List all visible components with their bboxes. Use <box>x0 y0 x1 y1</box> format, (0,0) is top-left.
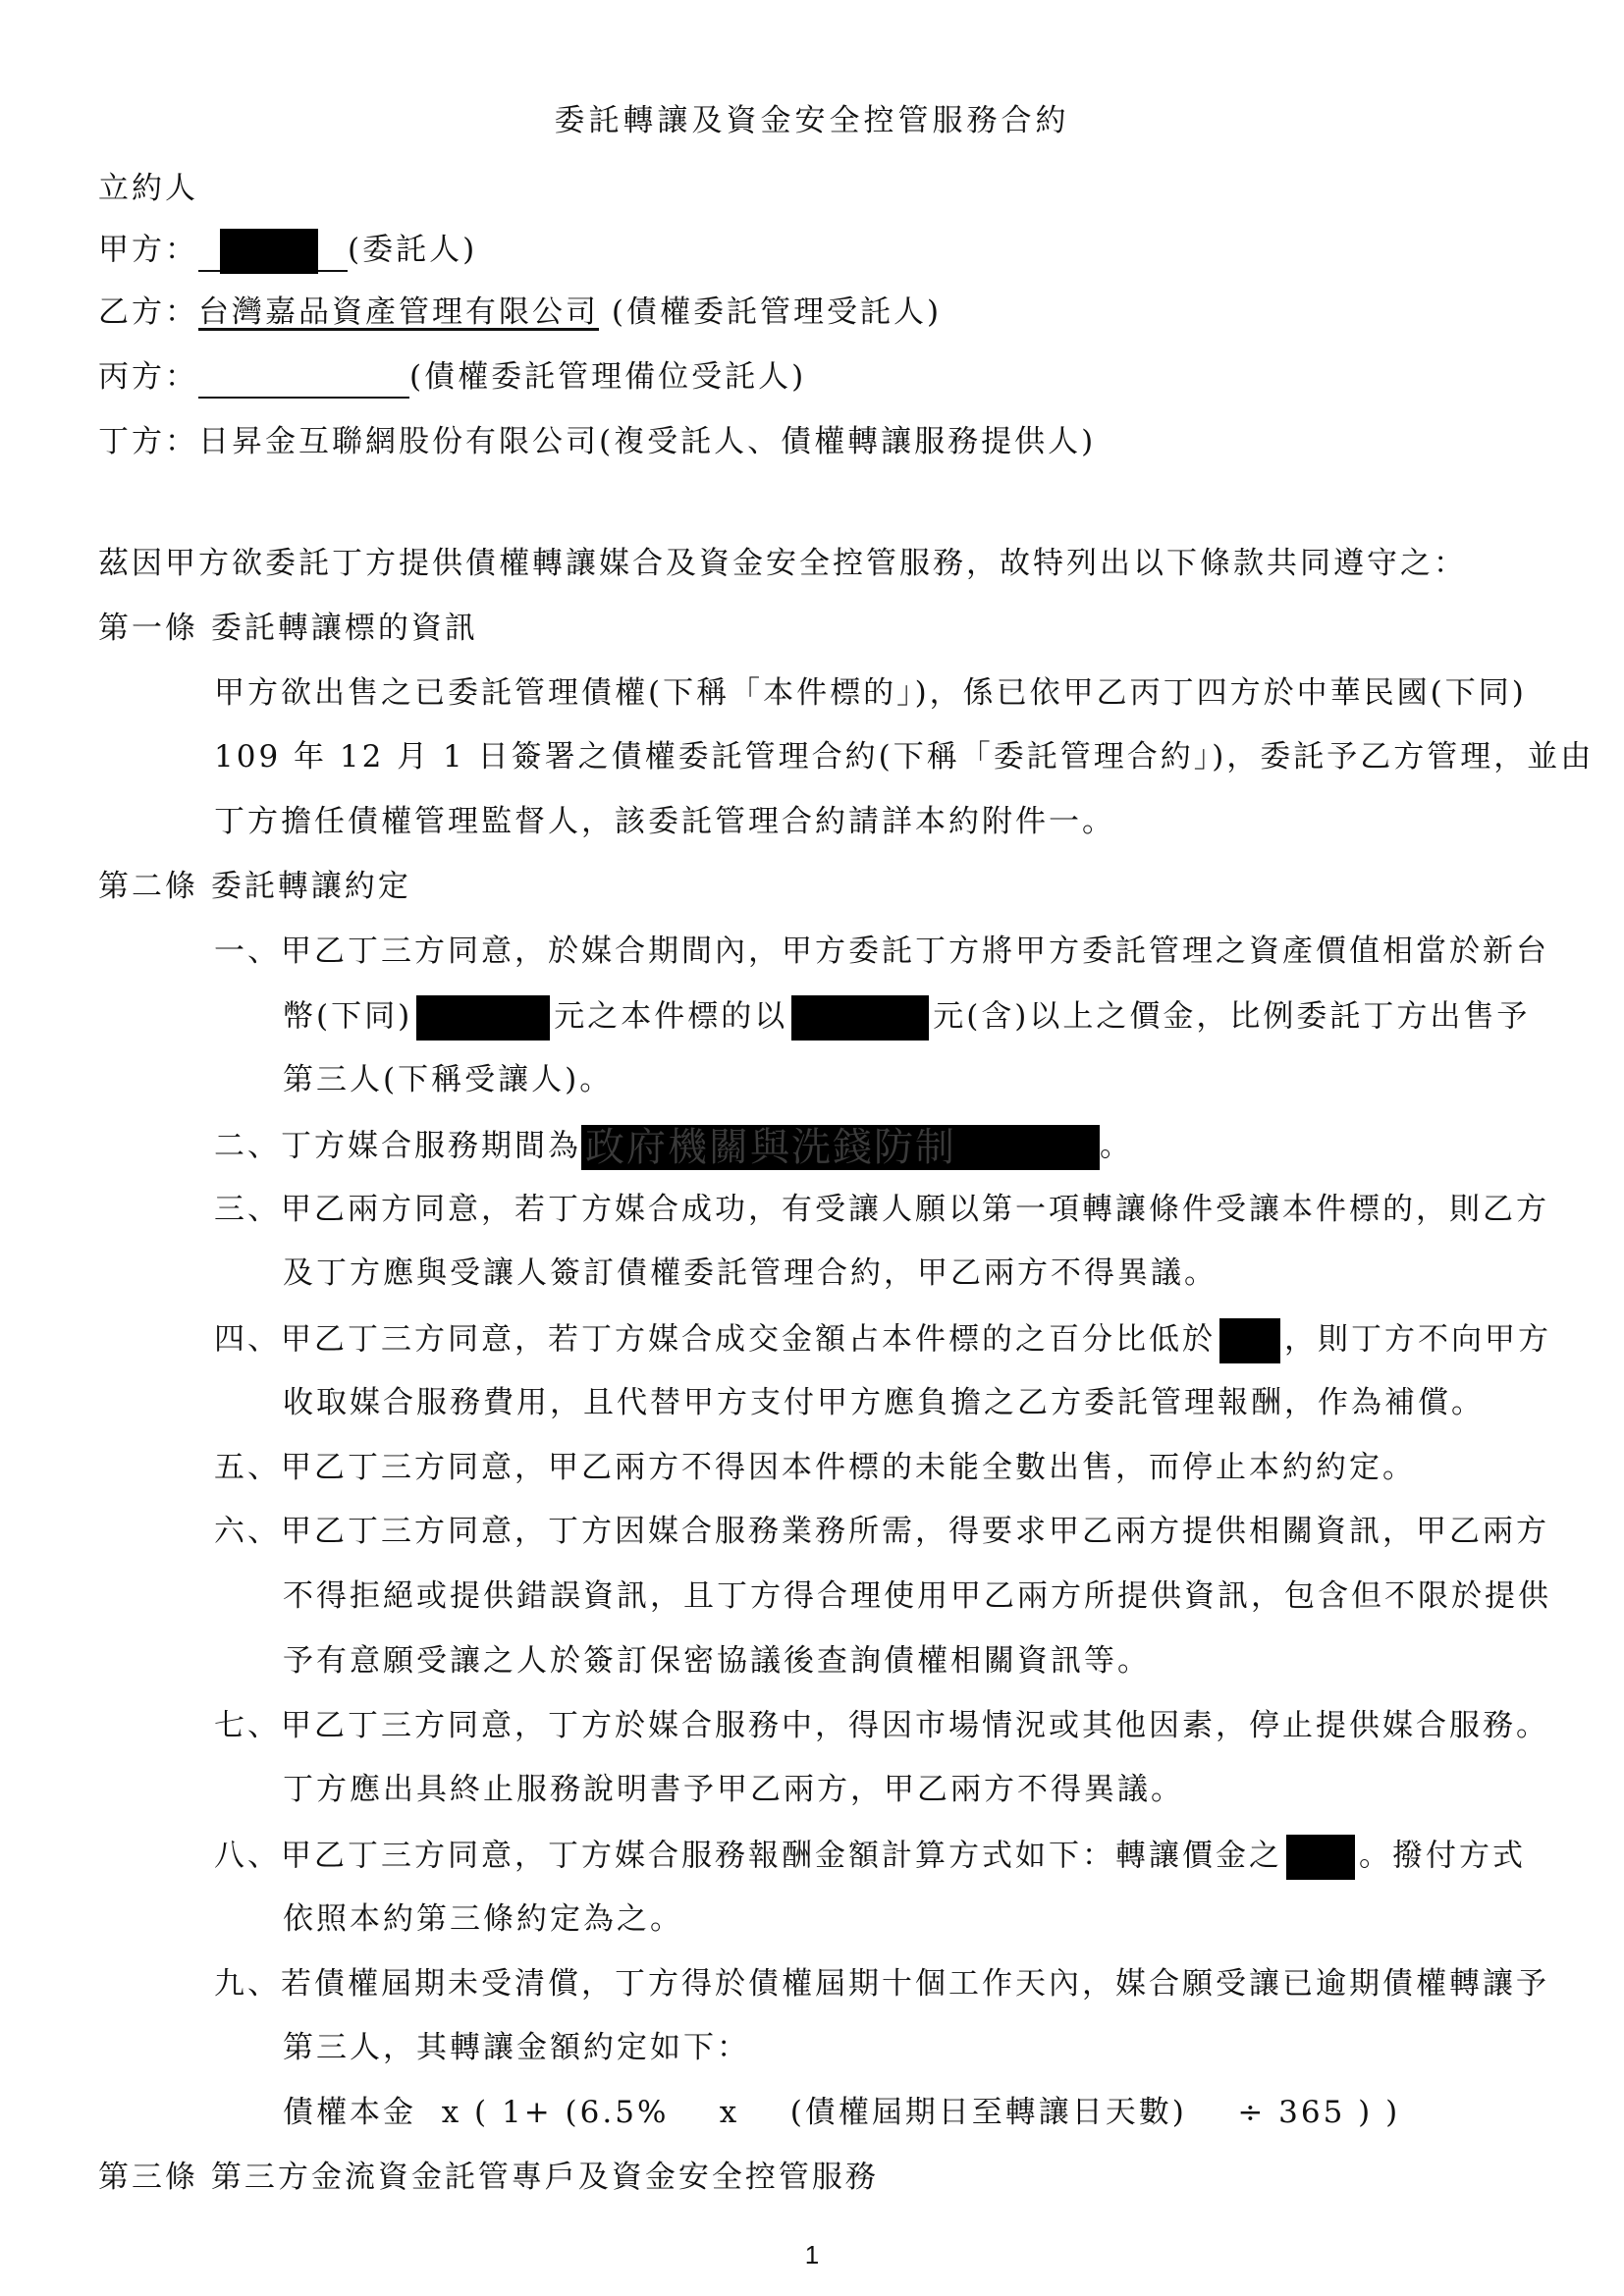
party-a-redaction <box>220 229 318 274</box>
article-1-line-2: 109 年 12 月 1 日簽署之債權委託管理合約(下稱「委託管理合約」)，委託予乙方管理，並由 <box>214 739 1595 774</box>
party-a-blank-left <box>198 231 220 272</box>
item-4-text-a: 四、甲乙丁三方同意，若丁方媒合成交金額占本件標的之百分比低於 <box>214 1321 1216 1358</box>
item-2-line <box>214 1125 1133 1170</box>
party-a-line <box>98 229 477 274</box>
item-2-text-b: 。 <box>1100 1128 1133 1164</box>
article-1-line-1: 甲方欲出售之已委託管理債權(下稱「本件標的」)，係已依甲乙丙丁四方於中華民國(下同) <box>214 675 1527 711</box>
item-5-line: 五、甲乙丁三方同意，甲乙兩方不得因本件標的未能全數出售，而停止本約約定。 <box>214 1450 1416 1485</box>
item-2-redaction-watermark: 政府機關與洗錢防制 <box>581 1125 1100 1170</box>
party-b-name: 台灣嘉品資產管理有限公司 <box>198 294 599 330</box>
preamble: 茲因甲方欲委託丁方提供債權轉讓媒合及資金安全控管服務，故特列出以下條款共同遵守之： <box>98 546 1467 581</box>
party-a-label: 甲方： <box>98 232 198 268</box>
article-2-heading: 第二條 委託轉讓約定 <box>98 869 411 904</box>
article-3-heading: 第三條 第三方金流資金託管專戶及資金安全控管服務 <box>98 2160 879 2195</box>
item-1-line-2 <box>283 995 1530 1041</box>
item-2-text-a: 二、丁方媒合服務期間為 <box>214 1128 581 1164</box>
item-8-line-2: 依照本約第三條約定為之。 <box>283 1901 683 1937</box>
item-9-line-1: 九、若債權屆期未受清償，丁方得於債權屆期十個工作天內，媒合願受讓已逾期債權轉讓予 <box>214 1966 1549 2002</box>
item-9-formula: 債權本金 x ( 1+ (6.5% x (債權屆期日至轉讓日天數) ÷ 365 ) ) <box>283 2095 1401 2130</box>
item-1-line-1: 一、甲乙丁三方同意，於媒合期間內，甲方委託丁方將甲方委託管理之資產價值相當於新台 <box>214 934 1549 969</box>
item-1-text-b: 元之本件標的以 <box>554 998 788 1035</box>
party-c-role: (債權委託管理備位受託人) <box>409 359 807 395</box>
item-7-line-2: 丁方應出具終止服務說明書予甲乙兩方，甲乙兩方不得異議。 <box>283 1772 1184 1807</box>
party-b-label: 乙方： <box>98 294 198 330</box>
item-1-text-a: 幣(下同) <box>283 998 413 1035</box>
item-3-line-2: 及丁方應與受讓人簽訂債權委託管理合約，甲乙兩方不得異議。 <box>283 1255 1218 1291</box>
item-9-line-2: 第三人，其轉讓金額約定如下： <box>283 2030 750 2065</box>
page-number: 1 <box>804 2240 820 2269</box>
party-a-role: (委託人) <box>348 232 478 268</box>
document-title: 委託轉讓及資金安全控管服務合約 <box>554 103 1070 138</box>
item-1-text-c: 元(含)以上之價金，比例委託丁方出售予 <box>933 998 1531 1035</box>
item-3-line-1: 三、甲乙兩方同意，若丁方媒合成功，有受讓人願以第一項轉讓條件受讓本件標的，則乙方 <box>214 1192 1549 1227</box>
item-7-line-1: 七、甲乙丁三方同意，丁方於媒合服務中，得因市場情況或其他因素，停止提供媒合服務。 <box>214 1708 1549 1743</box>
parties-heading: 立約人 <box>98 171 198 206</box>
party-c-line <box>98 357 806 399</box>
party-d-line: 丁方：日昇金互聯網股份有限公司(複受託人、債權轉讓服務提供人) <box>98 424 1097 459</box>
item-8-redaction-rate <box>1286 1835 1355 1880</box>
item-4-line-2: 收取媒合服務費用，且代替甲方支付甲方應負擔之乙方委託管理報酬，作為補償。 <box>283 1385 1485 1420</box>
item-8-text-a: 八、甲乙丁三方同意，丁方媒合服務報酬金額計算方式如下：轉讓價金之 <box>214 1838 1282 1874</box>
party-b-role: (債權委託管理受託人) <box>611 294 943 330</box>
item-1-redaction-amount <box>416 995 550 1041</box>
party-c-blank <box>198 357 409 399</box>
party-c-label: 丙方： <box>98 359 198 395</box>
item-6-line-1: 六、甲乙丁三方同意，丁方因媒合服務業務所需，得要求甲乙兩方提供相關資訊，甲乙兩方 <box>214 1514 1549 1549</box>
item-8-line-1 <box>214 1835 1526 1880</box>
item-4-text-b: ，則丁方不向甲方 <box>1284 1321 1551 1358</box>
item-1-redaction-price <box>791 995 929 1041</box>
item-4-redaction-percent <box>1219 1318 1280 1363</box>
item-1-line-3: 第三人(下稱受讓人)。 <box>283 1062 614 1097</box>
article-1-line-3: 丁方擔任債權管理監督人，該委託管理合約請詳本約附件一。 <box>214 804 1115 839</box>
item-8-text-b: 。撥付方式 <box>1359 1838 1526 1874</box>
item-6-line-2: 不得拒絕或提供錯誤資訊，且丁方得合理使用甲乙兩方所提供資訊，包含但不限於提供 <box>283 1578 1551 1614</box>
item-6-line-3: 予有意願受讓之人於簽訂保密協議後查詢債權相關資訊等。 <box>283 1643 1151 1679</box>
party-a-blank-right <box>318 231 348 272</box>
item-4-line-1 <box>214 1318 1551 1363</box>
article-1-heading: 第一條 委託轉讓標的資訊 <box>98 611 478 646</box>
party-b-line <box>98 293 942 332</box>
